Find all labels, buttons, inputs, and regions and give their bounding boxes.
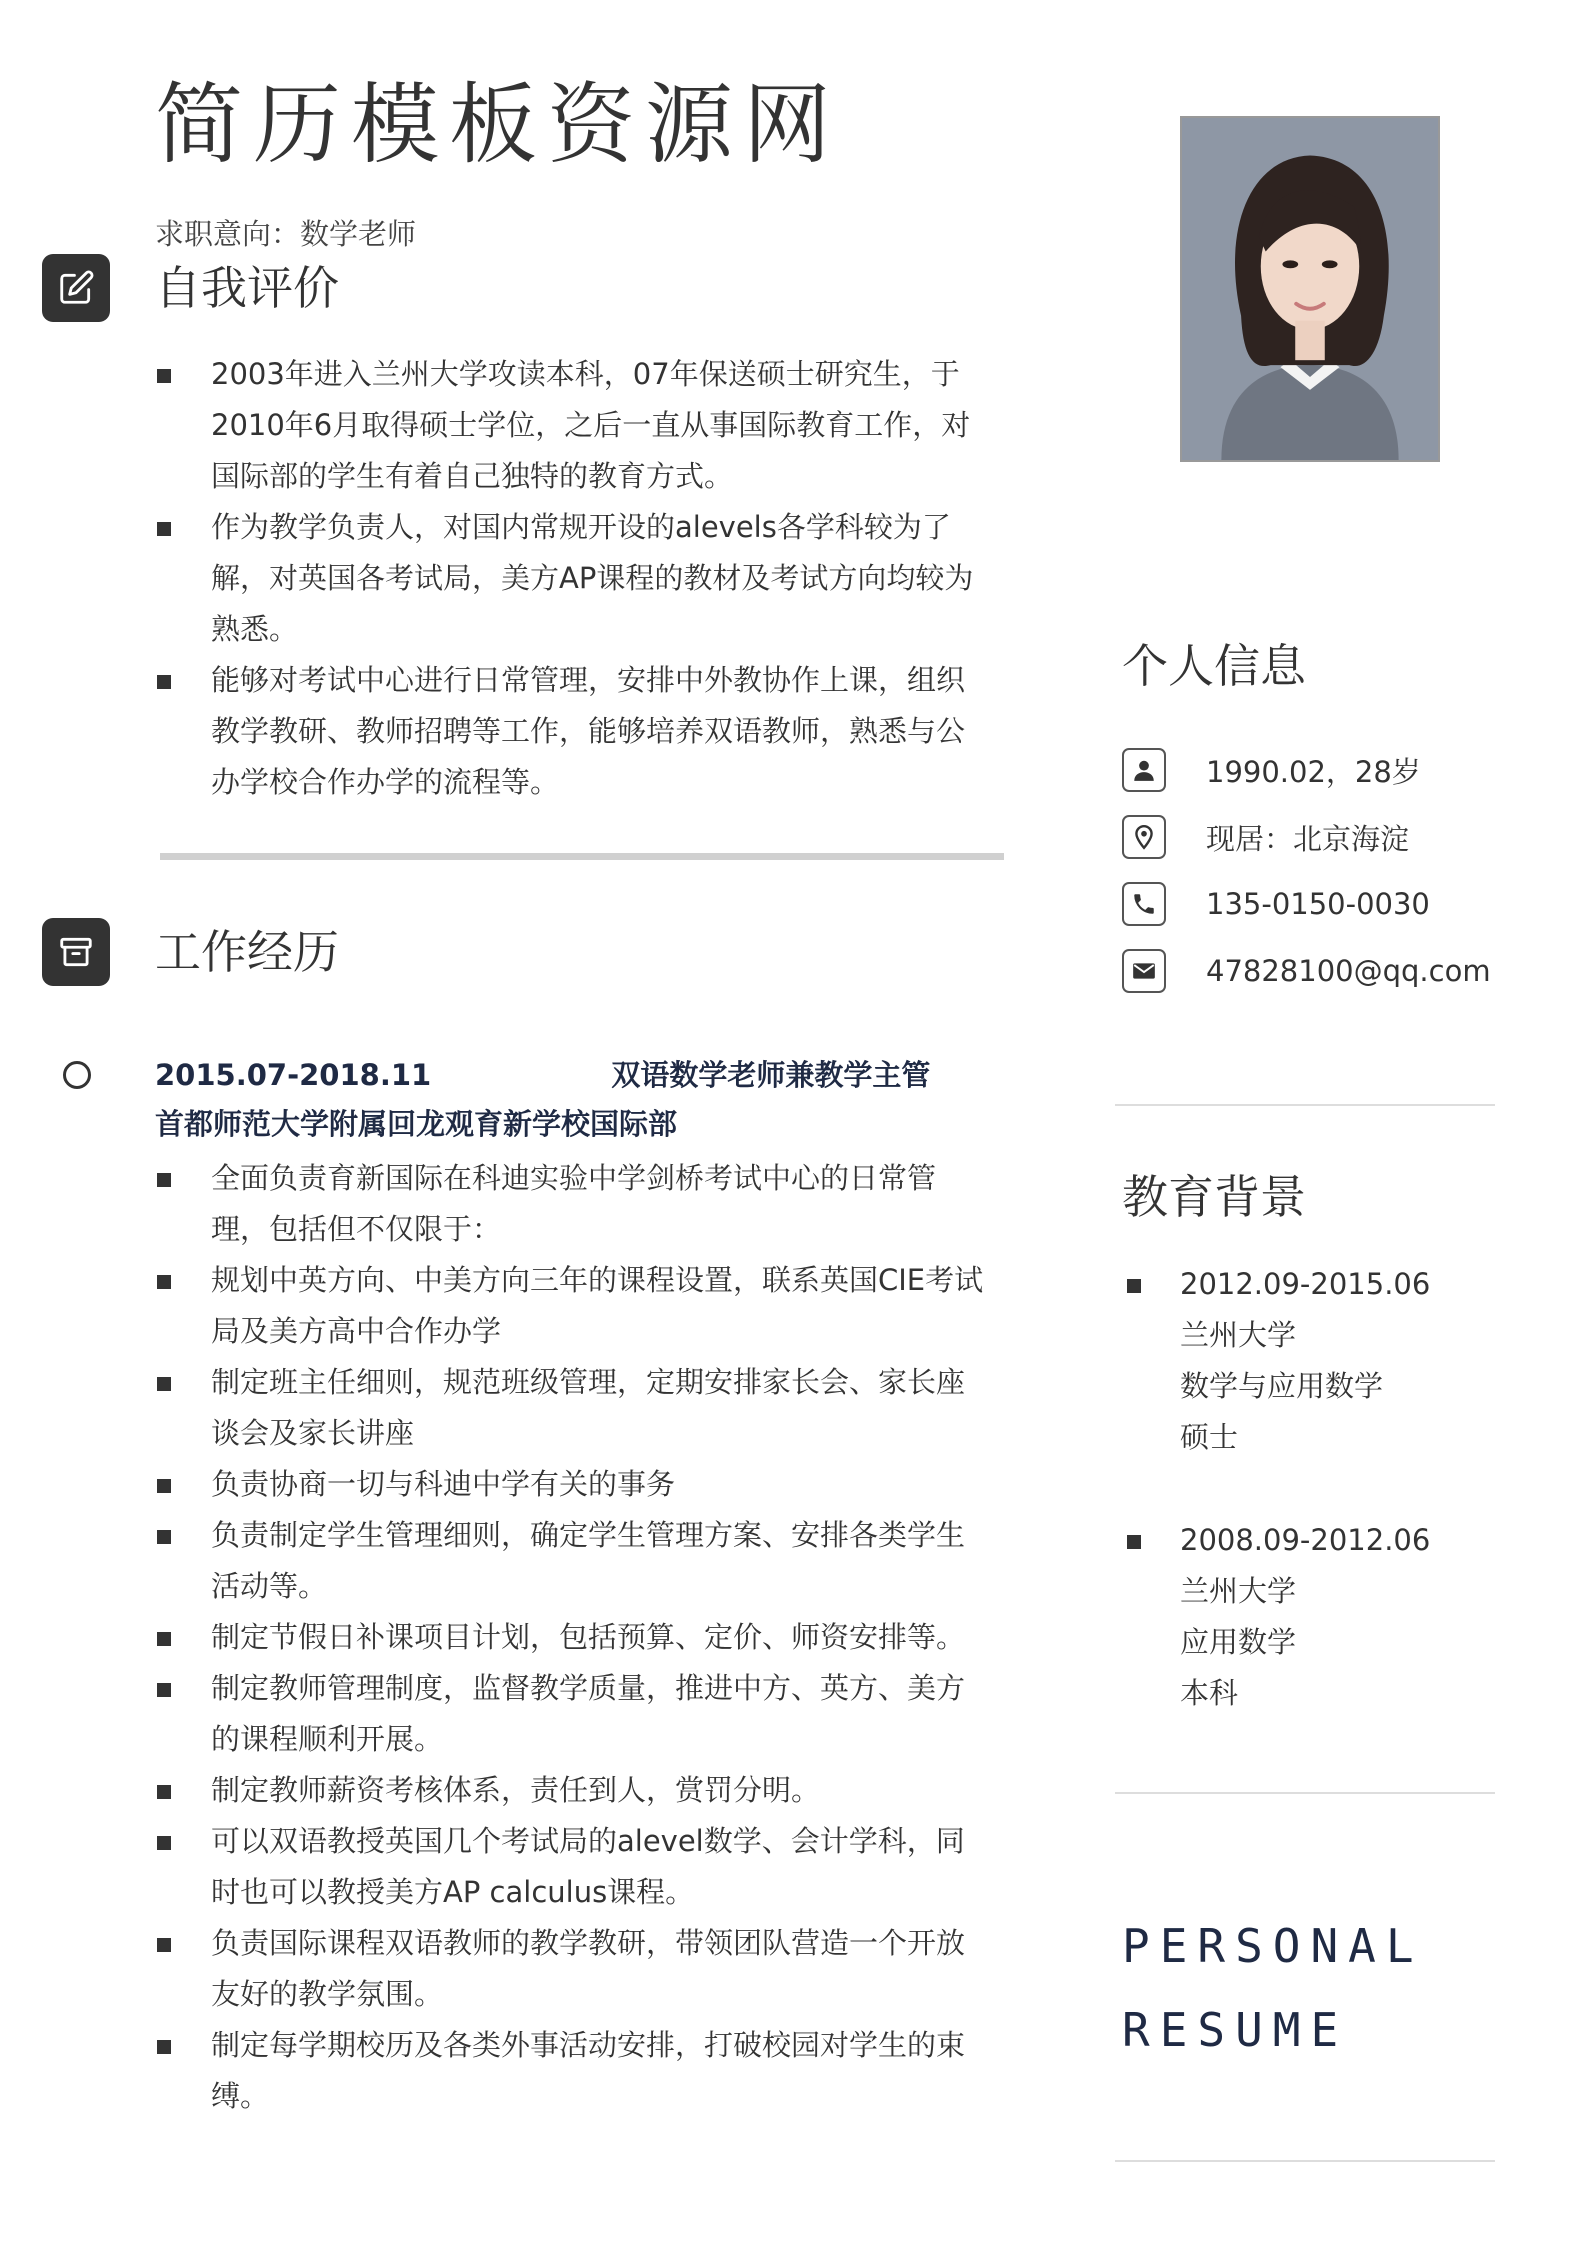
right-divider [1115,2160,1495,2162]
list-item: 负责制定学生管理细则，确定学生管理方案、安排各类学生活动等。 [155,1510,990,1612]
self-eval-title: 自我评价 [155,261,339,315]
job-intent: 求职意向：数学老师 [155,217,417,251]
resume-label-line2: RESUME [1122,2003,1349,2057]
candidate-name: 简历模板资源网 [155,73,842,176]
list-item: 规划中英方向、中美方向三年的课程设置，联系英国CIE考试局及美方高中合作办学 [155,1255,990,1357]
phone-icon [1122,882,1166,926]
work-title: 工作经历 [155,925,339,979]
info-location-text: 现居：北京海淀 [1206,821,1410,856]
archive-icon [42,918,110,986]
job-period: 2015.07-2018.11 [155,1058,432,1092]
education-entry [1122,1515,1430,1719]
edu-degree: 硕士 [1180,1420,1239,1454]
info-row-location [1122,812,1409,862]
education-title: 教育背景 [1122,1170,1306,1224]
section-divider [160,853,1004,860]
education-entry [1122,1259,1430,1463]
info-row-phone [1122,879,1430,929]
job-duty-list [155,1153,990,2122]
location-icon [1122,815,1166,859]
list-item: 全面负责育新国际在科迪实验中学剑桥考试中心的日常管理，包括但不仅限于： [155,1153,990,1255]
right-divider [1115,1104,1495,1106]
list-item: 制定教师管理制度，监督教学质量，推进中方、英方、美方的课程顺利开展。 [155,1663,990,1765]
list-item: 作为教学负责人，对国内常规开设的alevels各学科较为了解，对英国各考试局，美方AP课程的教材及考试方向均较为熟悉。 [155,502,990,655]
edu-period: 2008.09-2012.06 [1122,1515,1430,1566]
edu-degree: 本科 [1180,1676,1239,1710]
info-birth-text: 1990.02，28岁 [1206,754,1421,789]
edit-icon [42,254,110,322]
list-item: 制定班主任细则，规范班级管理，定期安排家长会、家长座谈会及家长讲座 [155,1357,990,1459]
self-eval-list [155,349,990,808]
list-item: 制定每学期校历及各类外事活动安排，打破校园对学生的束缚。 [155,2020,990,2122]
job-position: 双语数学老师兼教学主管 [611,1058,931,1092]
list-item: 负责国际课程双语教师的教学教研，带领团队营造一个开放友好的教学氛围。 [155,1918,990,2020]
info-row-birth [1122,745,1421,795]
list-item: 制定节假日补课项目计划，包括预算、定价、师资安排等。 [155,1612,990,1663]
info-mail-text: 47828100@qq.com [1206,954,1491,988]
mail-icon [1122,949,1166,993]
list-item: 制定教师薪资考核体系，责任到人，赏罚分明。 [155,1765,990,1816]
job-organization: 首都师范大学附属回龙观育新学校国际部 [155,1107,678,1141]
list-item: 可以双语教授英国几个考试局的alevel数学、会计学科，同时也可以教授美方AP calculus课程。 [155,1816,990,1918]
info-row-mail [1122,946,1491,996]
list-item: 能够对考试中心进行日常管理，安排中外教协作上课，组织教学教研、教师招聘等工作，能够培养双语教师，熟悉与公办学校合作办学的流程等。 [155,655,990,808]
edu-major: 应用数学 [1180,1625,1297,1659]
list-item: 负责协商一切与科迪中学有关的事务 [155,1459,990,1510]
edu-school: 兰州大学 [1180,1318,1297,1352]
edu-major: 数学与应用数学 [1180,1369,1384,1403]
right-divider [1115,1792,1495,1794]
person-icon [1122,748,1166,792]
list-item: 2003年进入兰州大学攻读本科，07年保送硕士研究生，于2010年6月取得硕士学位，之后一直从事国际教育工作，对国际部的学生有着自己独特的教育方式。 [155,349,990,502]
timeline-dot [63,1061,91,1089]
resume-label-line1: PERSONAL [1122,1919,1424,1973]
info-phone-text: 135-0150-0030 [1206,887,1430,921]
job-header [155,1055,930,1095]
edu-period: 2012.09-2015.06 [1122,1259,1430,1310]
personal-info-title: 个人信息 [1122,639,1306,693]
profile-photo [1180,116,1440,462]
edu-school: 兰州大学 [1180,1574,1297,1608]
